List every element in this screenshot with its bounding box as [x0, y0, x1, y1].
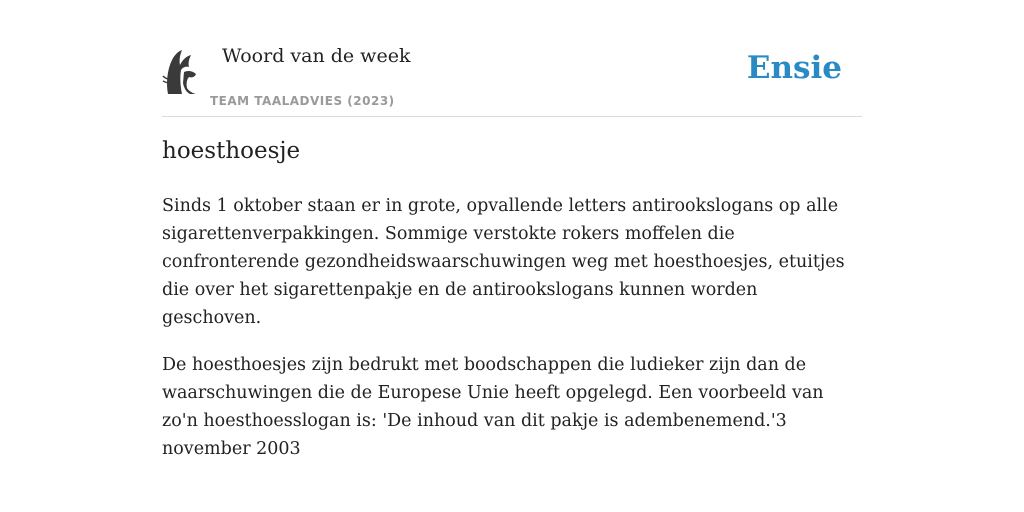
entry-body [162, 192, 862, 482]
entry-paragraph: Sinds 1 oktober staan er in grote, opvallende letters antirookslogans op alle sigarettenverpakkingen. Sommige verstokte rokers moffelen die confronterende gezondheidswaarschuwingen weg met hoesthoesjes, etuitjes die over het sigarettenpakje en de antirookslogans kunnen worden geschoven. [162, 196, 845, 328]
entry-paragraph: De hoesthoesjes zijn bedrukt met boodschappen die ludieker zijn dan de waarschuwingen die de Europese Unie heeft opgelegd. Een voorbeeld van zo'n hoesthoesslogan is: 'De inhoud van dit pakje is adembenemend.'3 november 2003 [162, 355, 824, 459]
brand-logo-link[interactable]: Ensie [746, 50, 842, 86]
entry-header [162, 40, 862, 117]
header-title: Woord van de week [222, 45, 411, 67]
entry-headword: hoesthoesje [162, 138, 301, 164]
author-label: TEAM TAALADVIES (2023) [210, 94, 395, 108]
lion-logo-icon [162, 48, 200, 96]
